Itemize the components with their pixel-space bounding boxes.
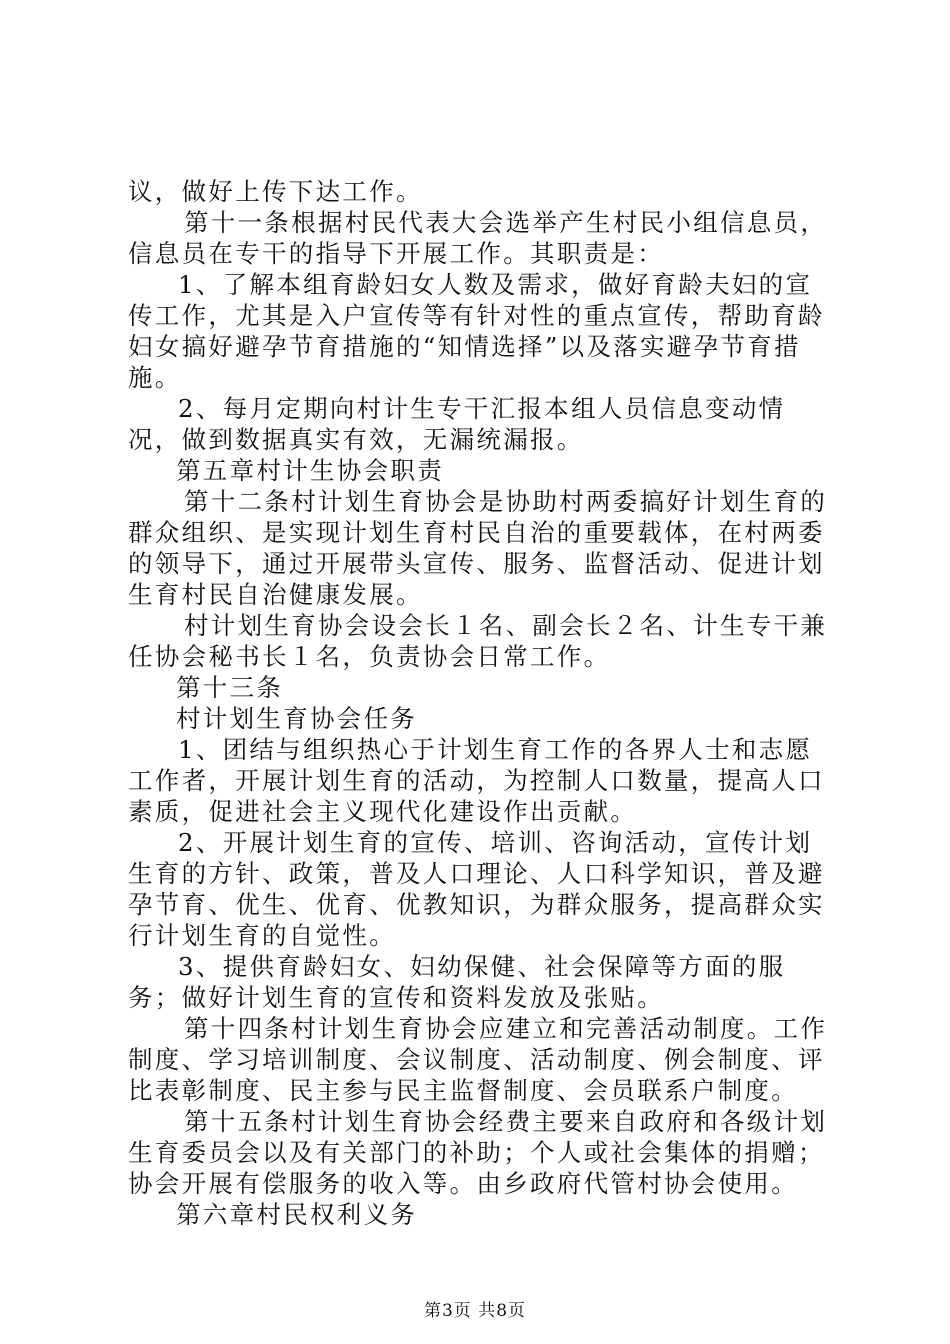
- paragraph: 第十四条村计划生育协会应建立和完善活动制度。工作制度、学习培训制度、会议制度、活动制度、例会制度、评比表彰制度、民主参与民主监督制度、会员联系户制度。: [128, 1014, 828, 1105]
- paragraph: 第十一条根据村民代表大会选举产生村民小组信息员，信息员在专干的指导下开展工作。其职责是：: [128, 208, 828, 268]
- paragraph: 2、每月定期向村计生专干汇报本组人员信息变动情况，做到数据真实有效，无漏统漏报。: [128, 394, 786, 454]
- paragraph: 议，做好上传下达工作。: [128, 177, 423, 206]
- paragraph: 第十五条村计划生育协会经费主要来自政府和各级计划生育委员会以及有关部门的补助；个人或社会集体的捐赠；协会开展有偿服务的收入等。由乡政府代管村协会使用。: [128, 1107, 828, 1198]
- document-body: [128, 176, 833, 1230]
- paragraph: 2、开展计划生育的宣传、培训、咨询活动，宣传计划生育的方针、政策，普及人口理论、人口科学知识，普及避孕节育、优生、优育、优教知识，为群众服务，提高群众实行计划生育的自觉性。: [128, 828, 825, 950]
- page-number-footer: 第3页 共8页: [423, 1301, 527, 1321]
- paragraph: 第十二条村计划生育协会是协助村两委搞好计划生育的群众组织、是实现计划生育村民自治的重要载体，在村两委的领导下，通过开展带头宣传、服务、监督活动、促进计划生育村民自治健康发展。: [128, 487, 828, 609]
- paragraph: 村计划生育协会设会长１名、副会长２名、计生专干兼任协会秘书长１名，负责协会日常工作。: [128, 611, 828, 671]
- section-heading: 村计划生育协会任务: [176, 704, 418, 733]
- paragraph: 3、提供育龄妇女、妇幼保健、社会保障等方面的服务；做好计划生育的宣传和资料发放及张贴。: [128, 952, 786, 1012]
- chapter-heading: 第五章村计生协会职责: [176, 456, 444, 485]
- paragraph: 1、了解本组育龄妇女人数及需求，做好育龄夫妇的宣传工作，尤其是入户宣传等有针对性的重点宣传，帮助育龄妇女搞好避孕节育措施的“知情选择”以及落实避孕节育措施。: [128, 270, 825, 392]
- paragraph: 1、团结与组织热心于计划生育工作的各界人士和志愿工作者，开展计划生育的活动，为控制人口数量，提高人口素质，促进社会主义现代化建设作出贡献。: [128, 735, 825, 826]
- article-heading: 第十三条: [176, 673, 284, 702]
- chapter-heading: 第六章村民权利义务: [176, 1200, 418, 1229]
